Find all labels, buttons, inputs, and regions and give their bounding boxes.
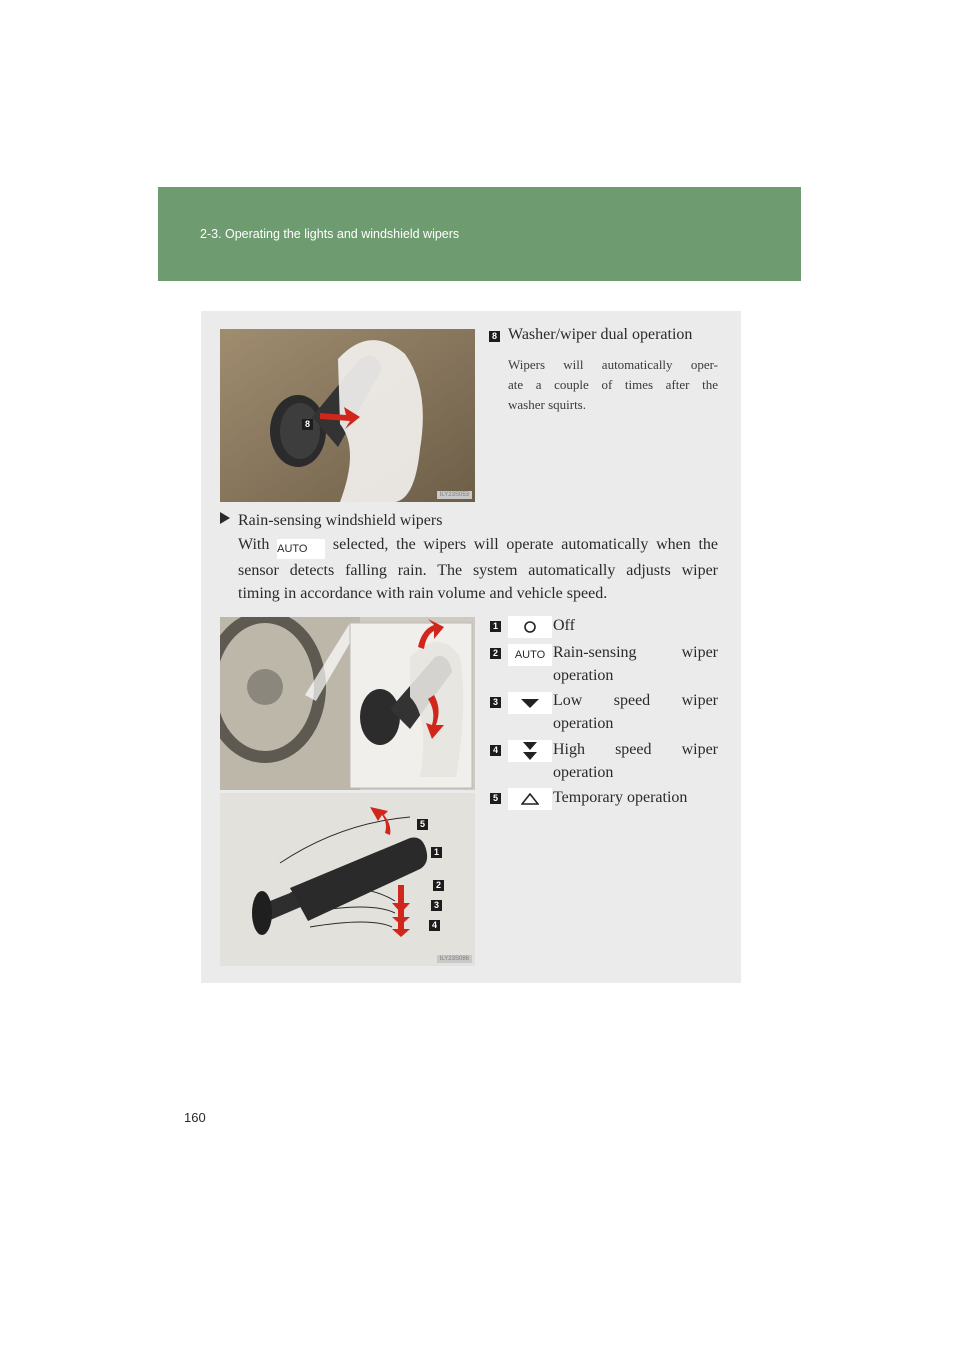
section-title: 2-3. Operating the lights and windshield wipers	[200, 227, 460, 241]
rain-sensing-heading	[220, 512, 442, 530]
rain-heading-text: Rain-sensing windshield wipers	[238, 512, 443, 529]
single-triangle-down-icon	[508, 692, 552, 714]
mode-low-speed-label: Low speed wiper operation	[553, 692, 718, 732]
mode-5-badge: 5	[490, 793, 501, 804]
mode-1-badge: 1	[490, 621, 501, 632]
mode-3-badge: 3	[490, 697, 501, 708]
rain-desc-line3: timing in accordance with rain volume and vehicle speed.	[238, 585, 608, 602]
mode-off-label: Off	[553, 617, 575, 634]
washer-lever-drawing	[220, 329, 475, 502]
page-number: 160	[184, 1110, 206, 1125]
section-header-bar	[158, 187, 801, 281]
dashboard-lever-illustration	[220, 617, 475, 790]
circle-off-icon	[508, 616, 552, 638]
rain-sensing-description	[238, 533, 718, 605]
rain-desc-line1: With AUTO selected, the wipers will operate automatically when the	[238, 533, 718, 559]
washer-badge: 8	[489, 331, 500, 342]
lever-positions-illustration	[220, 793, 475, 966]
mode-rain-sensing-label: Rain-sensing wiper operation	[553, 644, 718, 684]
auto-text-icon: AUTO	[508, 644, 552, 666]
washer-desc-line2: ate a couple of times after the	[508, 377, 718, 392]
rain-desc-line2: sensor detects falling rain. The system automatically adjusts wiper	[238, 562, 718, 579]
rain-image-code: ILY23S086	[437, 955, 472, 963]
washer-image-badge: 8	[302, 419, 313, 430]
auto-icon: AUTO	[277, 539, 325, 559]
triangle-up-outline-icon	[508, 788, 552, 810]
washer-lever-illustration	[220, 329, 475, 502]
mode-2-badge: 2	[490, 648, 501, 659]
lever-label-5: 5	[417, 819, 428, 830]
lever-label-4: 4	[429, 920, 440, 931]
bullet-arrow-icon	[220, 512, 230, 524]
mode-temporary-label: Temporary operation	[553, 789, 688, 806]
washer-description	[508, 355, 718, 415]
washer-desc-line1: Wipers will automatically oper-	[508, 357, 718, 372]
dashboard-drawing	[220, 617, 475, 790]
mode-high-speed-label: High speed wiper operation	[553, 741, 718, 781]
washer-image-code: ILY23S053	[437, 491, 472, 499]
lever-label-2: 2	[433, 880, 444, 891]
lever-label-1: 1	[431, 847, 442, 858]
mode-4-badge: 4	[490, 745, 501, 756]
washer-title: Washer/wiper dual operation	[508, 326, 693, 343]
double-triangle-down-icon	[508, 740, 552, 762]
lever-label-3: 3	[431, 900, 442, 911]
washer-desc-line3: washer squirts.	[508, 397, 586, 412]
